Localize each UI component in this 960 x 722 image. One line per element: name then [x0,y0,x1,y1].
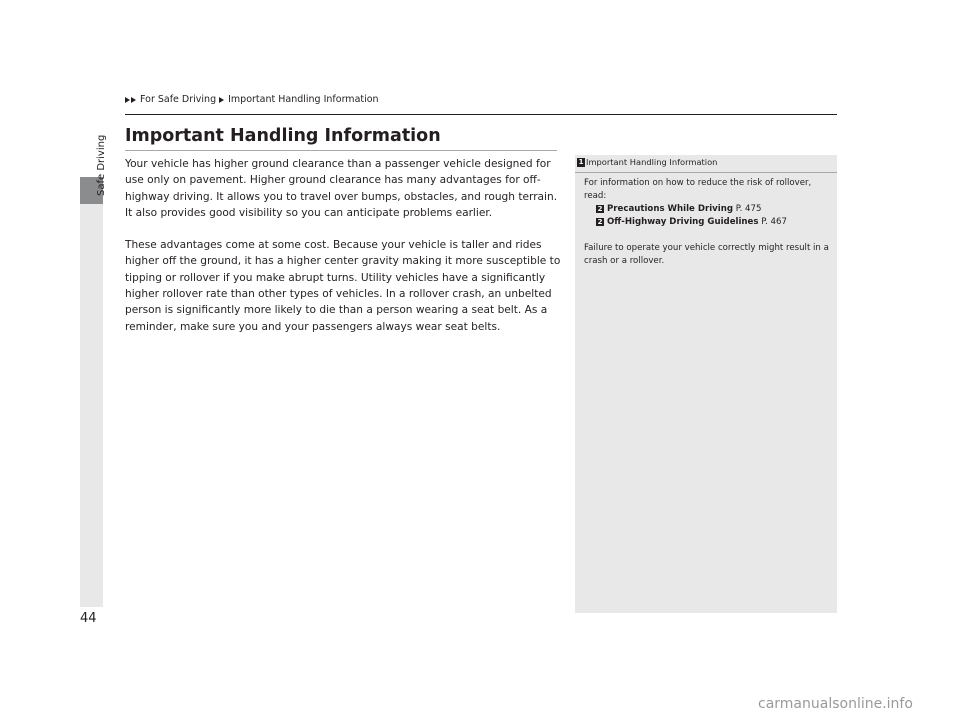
side-note-warning: Failure to operate your vehicle correctly might result in a crash or a rollover. [584,243,829,266]
breadcrumb-topic[interactable]: Important Handling Information [228,94,379,105]
reference-arrow-icon: 2 [597,205,603,213]
side-note-title: Important Handling Information [586,157,718,167]
side-note-body [584,177,829,268]
section-tab-label: Safe Driving [96,134,107,196]
reference-title: Precautions While Driving [607,204,734,214]
reference-title: Off-Highway Driving Guidelines [607,217,759,227]
body-paragraph: Your vehicle has higher ground clearance than a passenger vehicle designed for use only on pavement. Higher ground clearance has many advantages for off-highway driving. It allows you to travel over bumps, obstacles, and rough terrain. It also provides good visibility so you can anticipate problems earlier. [125,158,558,219]
side-note-intro: For information on how to reduce the risk of rollover, read: [584,178,812,201]
watermark: carmanualsonline.info [758,696,913,712]
side-note-header [575,155,837,173]
title-underline [125,150,557,151]
page-title: Important Handling Information [125,126,441,146]
body-paragraph: These advantages come at some cost. Because your vehicle is taller and rides higher off the ground, it has a higher center gravity making it more susceptible to tipping or rollover if you make abrupt turns. Utility vehicles have a significantly higher rollover rate than other types of vehicles. In a rollover crash, an unbelted person is significantly more likely to die than a person wearing a seat belt. As a reminder, make sure you and your passengers always wear seat belts. [125,239,561,333]
reference-page: P. 475 [735,204,762,214]
breadcrumb [125,94,379,105]
arrow-icon [219,97,225,103]
reference-page: P. 467 [761,217,787,227]
reference-arrow-icon: 2 [597,218,603,226]
section-sidebar [80,204,103,607]
header-divider [125,114,837,115]
page-number: 44 [80,611,97,626]
breadcrumb-section[interactable]: For Safe Driving [140,94,217,105]
reference-link[interactable] [584,216,829,229]
double-arrow-icon [125,97,137,103]
side-note-panel [575,155,837,613]
main-body [125,156,565,351]
note-number-icon: 1 [578,158,584,166]
reference-link[interactable] [584,203,829,216]
